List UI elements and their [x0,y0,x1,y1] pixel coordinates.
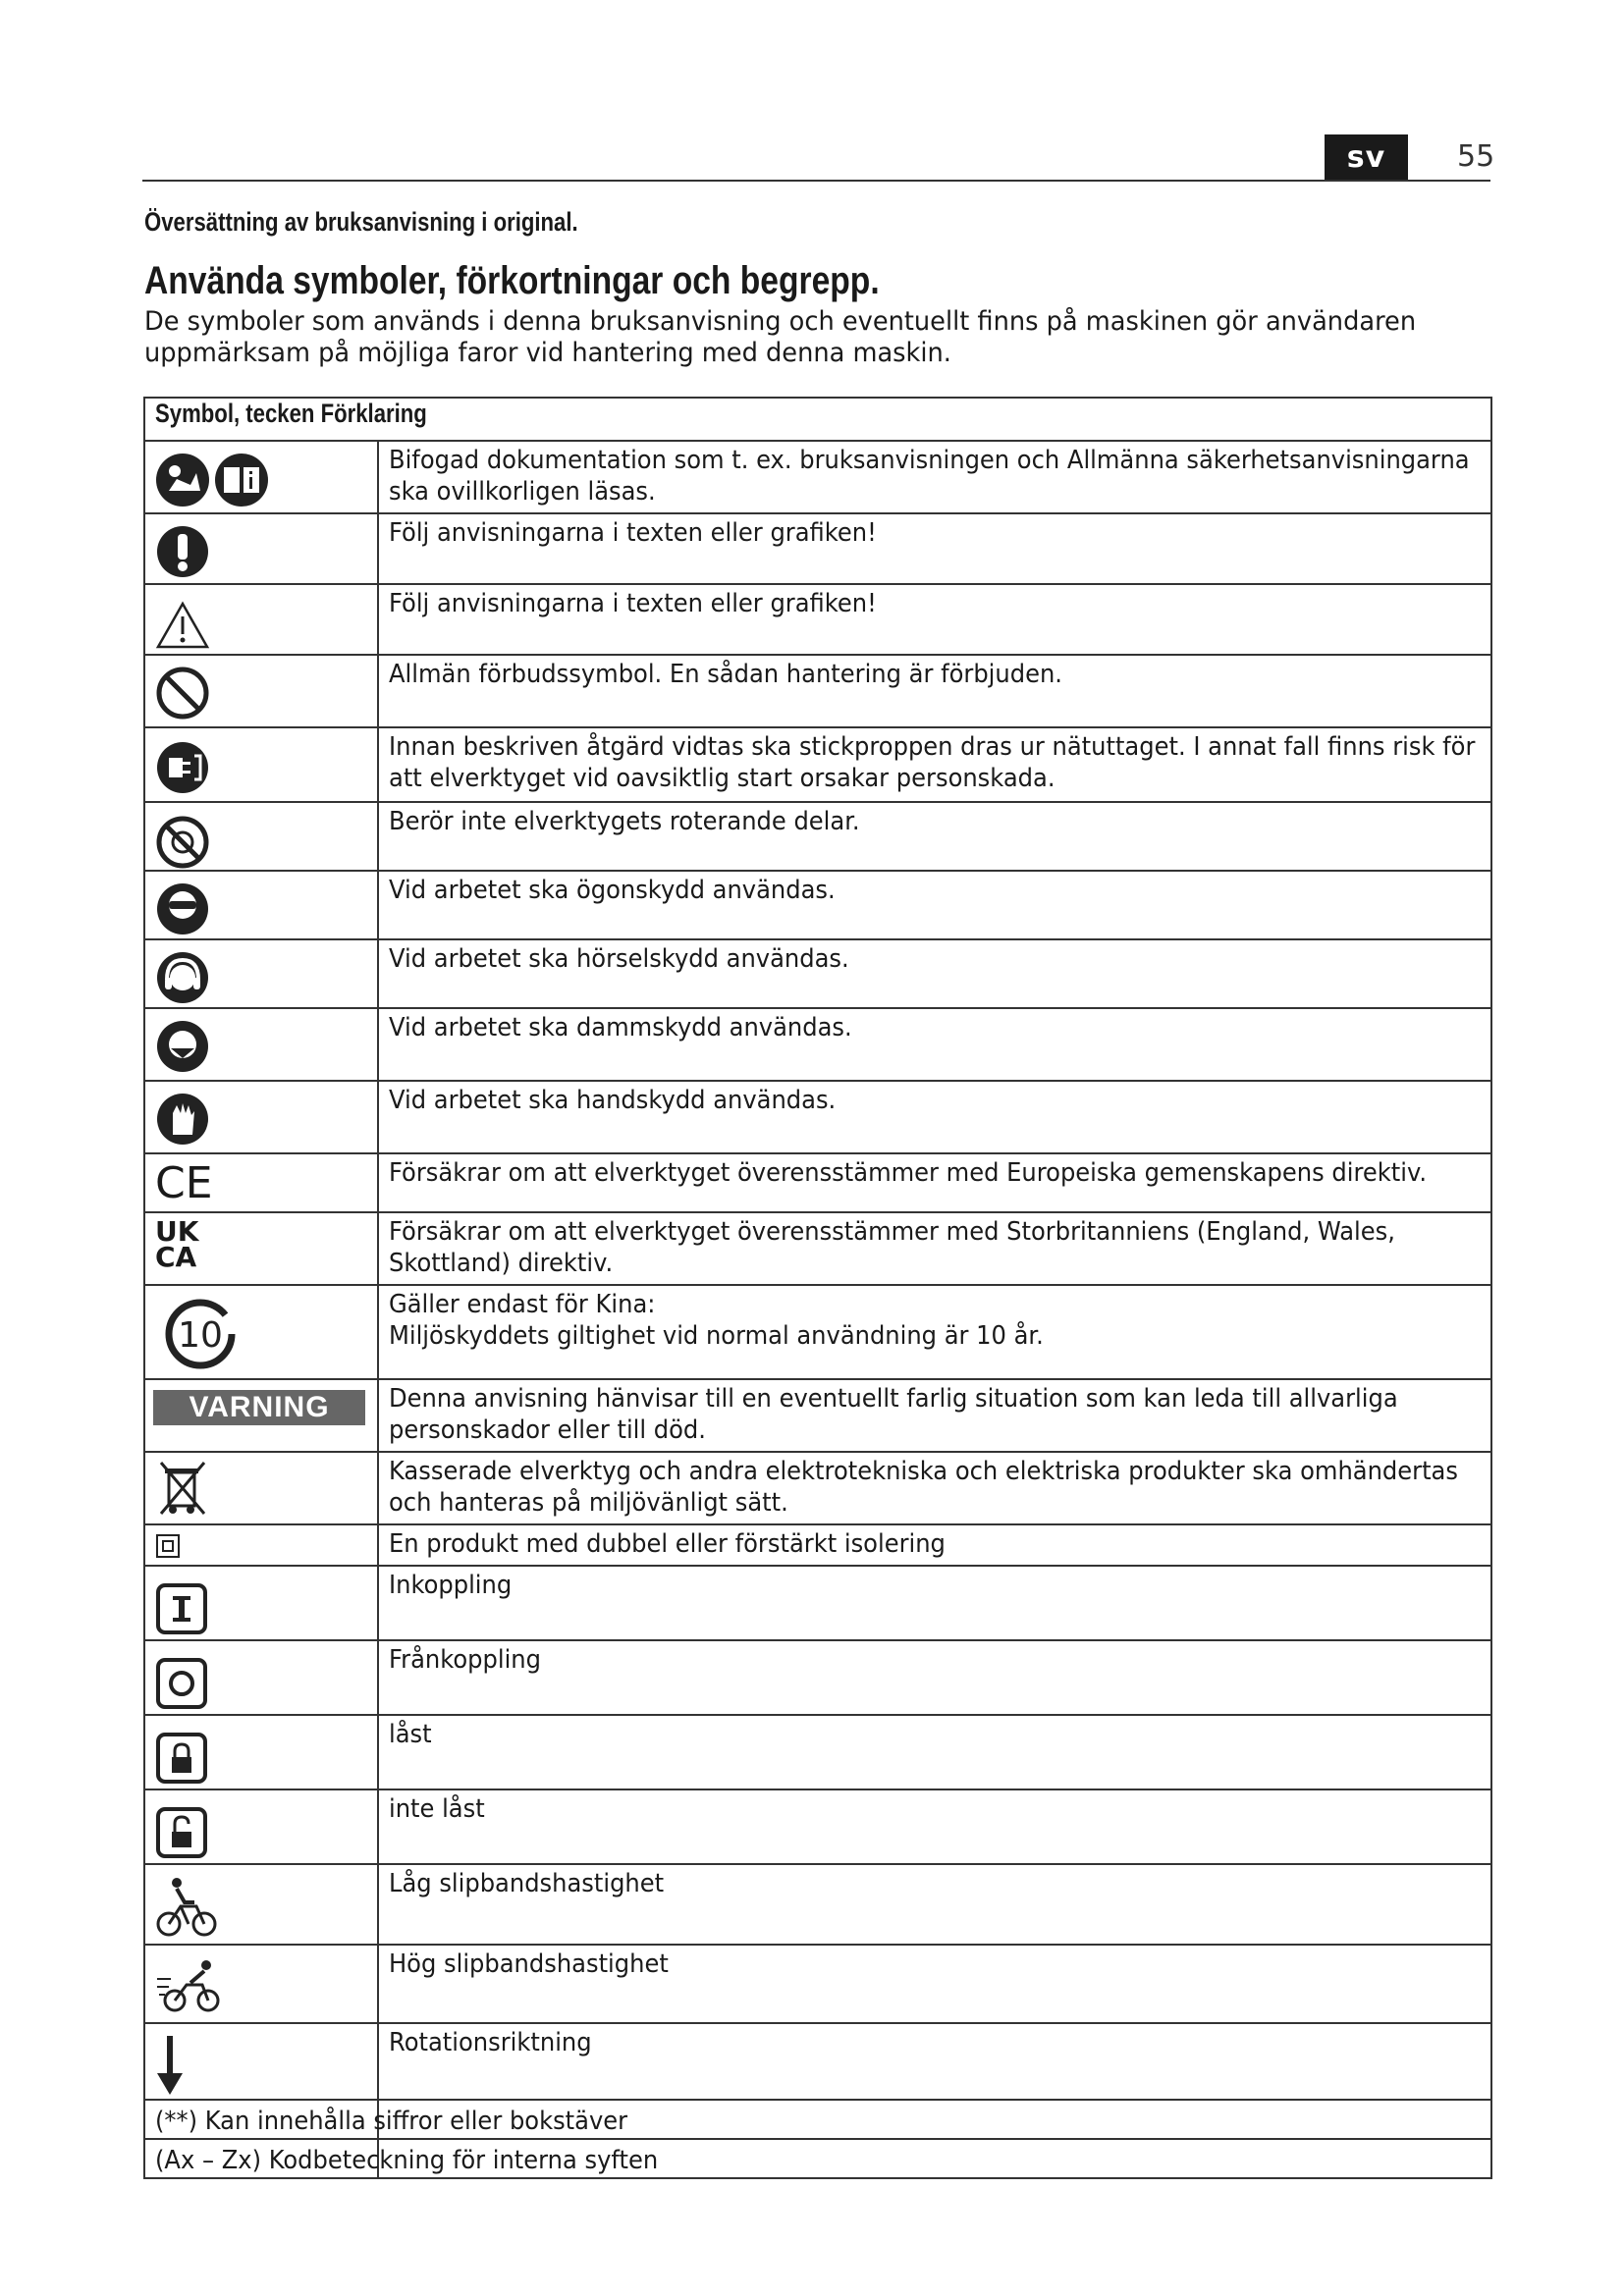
description-cell: Frånkoppling [378,1640,1491,1715]
intro-paragraph: De symboler som används i denna bruksanvisning och eventuellt finns på maskinen gör användaren uppmärksam på möjliga faror vid hantering med denna maskin. [144,306,1417,368]
china-10-icon [155,1294,245,1374]
no-touch-icon [155,815,210,870]
description-cell: Kasserade elverktyg och andra elektrotekniska och elektriska produkter ska omhändertas och hanteras på miljövänligt sätt. [378,1452,1491,1524]
table-footer-row [144,2139,1491,2178]
subtitle: Översättning av bruksanvisning i original. [144,207,578,237]
symbol-cell [144,513,378,584]
eye-protection-icon [155,881,210,936]
slow-speed-icon [155,1875,218,1938]
table-footer-row [144,2100,1491,2139]
description-cell: låst [378,1715,1491,1789]
ukca-uk-text: UK [155,1215,199,1248]
symbol-cell [144,2023,378,2100]
dust-mask-icon [155,1019,210,1074]
symbols-table [143,397,1492,2179]
page-number: 55 [1457,139,1495,174]
description-cell: Följ anvisningarna i texten eller grafiken! [378,513,1491,584]
table-row [144,513,1491,584]
ukca-ca-text: CA [155,1241,197,1273]
symbol-cell [144,1008,378,1081]
table-header: Symbol, tecken Förklaring [144,398,1491,441]
description-cell: Inkoppling [378,1566,1491,1640]
table-row [144,1789,1491,1864]
description-cell: Denna anvisning hänvisar till en eventuellt farlig situation som kan leda till allvarliga personskador eller till död. [378,1379,1491,1452]
table-row [144,1379,1491,1452]
description-cell: Försäkrar om att elverktyget överensstämmer med Europeiska gemenskapens direktiv. [378,1153,1491,1212]
symbol-cell [144,1524,378,1566]
symbol-cell [144,1789,378,1864]
fast-speed-icon [155,1955,224,2014]
table-row [144,1212,1491,1285]
table-row [144,1864,1491,1945]
footnote-2: (Ax – Zx) Kodbeteckning för interna syften [155,2146,659,2175]
table-row [144,441,1491,513]
description-cell: Vid arbetet ska ögonskydd användas. [378,871,1491,939]
table-row [144,1640,1491,1715]
read-manual-icon [155,452,283,508]
description-cell: Allmän förbudssymbol. En sådan hantering är förbjuden. [378,655,1491,727]
symbol-cell [144,441,378,513]
description-cell: Låg slipbandshastighet [378,1864,1491,1945]
language-badge: sv [1325,134,1408,180]
warning-label-icon [153,1390,365,1425]
table-row [144,1945,1491,2023]
symbol-cell [144,1153,378,1212]
symbol-cell [144,1715,378,1789]
unplug-icon [155,740,210,795]
gloves-icon [155,1092,210,1147]
description-cell: Hög slipbandshastighet [378,1945,1491,2023]
china-text: Gäller endast för Kina: Miljöskyddets giltighet vid normal användning är 10 år. [389,1290,1044,1351]
locked-icon [155,1732,208,1785]
ukca-mark-icon [155,1215,199,1273]
footer-cell-left [144,2139,659,2178]
table-row [144,727,1491,802]
symbol-cell [144,871,378,939]
table-row [144,871,1491,939]
symbol-cell [144,1379,378,1452]
symbol-cell [144,1081,378,1153]
table-row [144,1285,1491,1379]
weee-bin-icon [155,1459,210,1518]
symbol-cell [144,727,378,802]
description-cell: Bifogad dokumentation som t. ex. bruksanvisningen och Allmänna säkerhetsanvisningarna ska ovillkorligen läsas. [378,441,1491,513]
description-cell: Följ anvisningarna i texten eller grafiken! [378,584,1491,655]
table-header-row [144,398,1491,441]
footer-cell-right [378,2139,1491,2178]
exclamation-icon [155,524,210,579]
table-row [144,1153,1491,1212]
page-title: Använda symboler, förkortningar och begrepp. [144,259,880,302]
symbol-cell [144,584,378,655]
symbol-cell [144,1640,378,1715]
table-row [144,655,1491,727]
ce-mark-icon: CE [155,1158,213,1208]
description-cell: Berör inte elverktygets roterande delar. [378,802,1491,871]
description-cell: En produkt med dubbel eller förstärkt isolering [378,1524,1491,1566]
unlocked-icon [155,1806,208,1859]
description-cell [378,1285,1491,1379]
description-cell: inte låst [378,1789,1491,1864]
power-on-icon [155,1582,208,1635]
rotation-arrow-icon [155,2034,185,2097]
table-row [144,1566,1491,1640]
prohibition-icon [155,666,210,721]
description-cell: Rotationsriktning [378,2023,1491,2100]
china-10-text: 10 [178,1315,223,1356]
description-cell: Vid arbetet ska handskydd användas. [378,1081,1491,1153]
symbol-cell [144,655,378,727]
description-cell: Innan beskriven åtgärd vidtas ska stickproppen dras ur nätuttaget. I annat fall finns risk för att elverktyget vid oavsiktlig start orsakar personskada. [378,727,1491,802]
symbol-cell [144,939,378,1008]
symbol-cell [144,1452,378,1524]
table-row [144,1715,1491,1789]
table-row [144,1008,1491,1081]
table-row [144,1081,1491,1153]
footer-cell-left [144,2100,628,2139]
table-row [144,584,1491,655]
ear-protection-icon [155,950,210,1005]
double-insulation-icon [155,1533,181,1559]
table-row [144,939,1491,1008]
description-cell: Försäkrar om att elverktyget överensstämmer med Storbritanniens (England, Wales, Skottland) direktiv. [378,1212,1491,1285]
table-row [144,2023,1491,2100]
table-row [144,1452,1491,1524]
footer-cell-right [378,2100,1491,2139]
power-off-icon [155,1657,208,1710]
header-rule [142,180,1490,182]
symbol-cell [144,1945,378,2023]
warning-triangle-icon [155,601,210,650]
symbol-cell [144,1285,378,1379]
description-cell: Vid arbetet ska hörselskydd användas. [378,939,1491,1008]
description-cell: Vid arbetet ska dammskydd användas. [378,1008,1491,1081]
warning-label-text: VARNING [189,1391,330,1423]
table-row [144,1524,1491,1566]
footnote-1: (**) Kan innehålla siffror eller bokstäver [155,2107,628,2136]
symbol-cell [144,1212,378,1285]
table-row [144,802,1491,871]
symbol-cell [144,1566,378,1640]
symbol-cell [144,802,378,871]
symbol-cell [144,1864,378,1945]
